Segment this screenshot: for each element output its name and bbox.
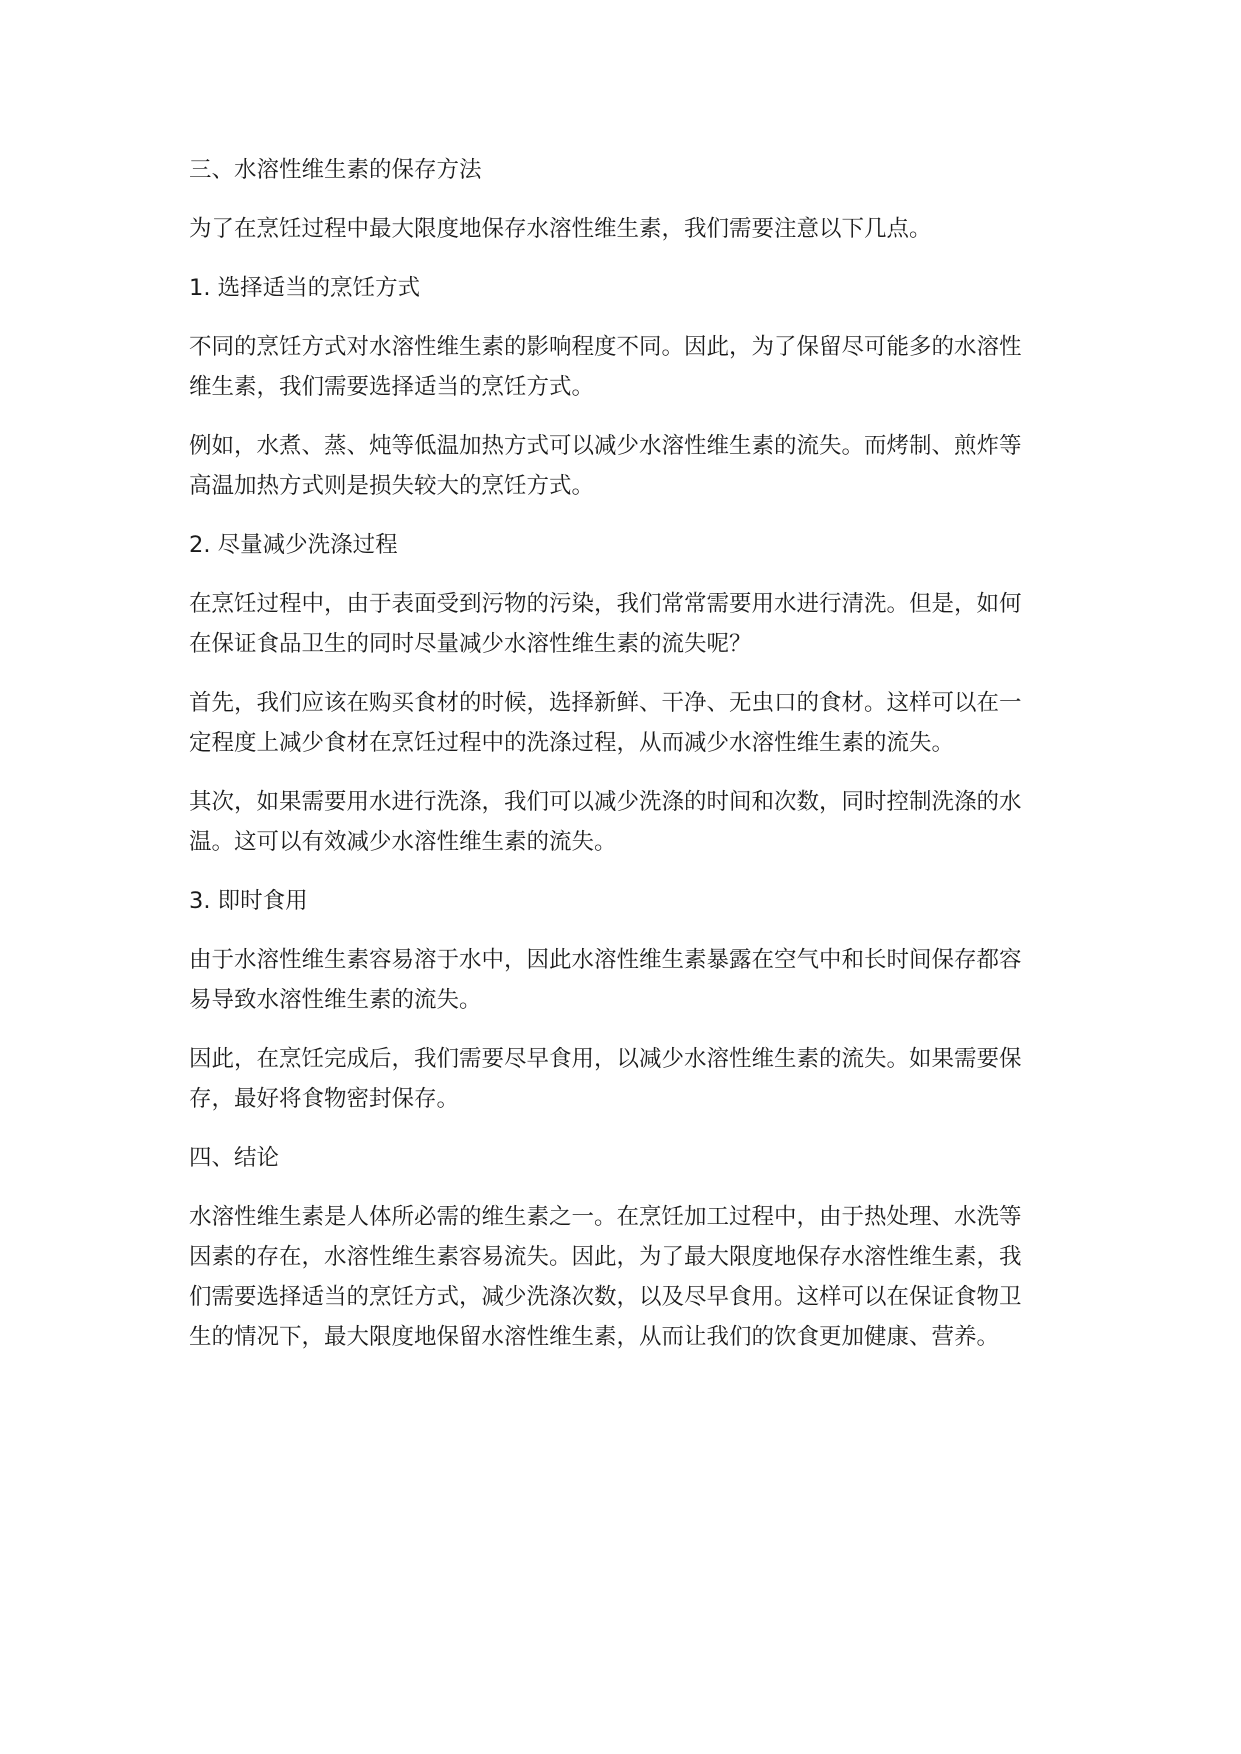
- paragraph-line: 存，最好将食物密封保存。: [189, 1086, 460, 1112]
- paragraph-line: 易导致水溶性维生素的流失。: [189, 987, 482, 1013]
- item-3-title: 3. 即时食用: [189, 888, 308, 914]
- paragraph-line: 高温加热方式则是损失较大的烹饪方式。: [189, 473, 595, 499]
- item-1-paragraph-1: [189, 327, 1044, 407]
- item-1-title: 1. 选择适当的烹饪方式: [189, 275, 421, 301]
- paragraph-line: 例如，水煮、蒸、炖等低温加热方式可以减少水溶性维生素的流失。而烤制、煎炸等: [189, 433, 1022, 459]
- paragraph-line: 首先，我们应该在购买食材的时候，选择新鲜、干净、无虫口的食材。这样可以在一: [189, 690, 1022, 716]
- paragraph-line: 在保证食品卫生的同时尽量减少水溶性维生素的流失呢？: [189, 631, 752, 657]
- item-1-paragraph-2: [189, 426, 1044, 506]
- section-3-title: 三、水溶性维生素的保存方法: [189, 157, 482, 183]
- paragraph-line: 由于水溶性维生素容易溶于水中，因此水溶性维生素暴露在空气中和长时间保存都容: [189, 947, 1022, 973]
- item-2-paragraph-2: [189, 683, 1044, 763]
- paragraph-line: 生的情况下，最大限度地保留水溶性维生素，从而让我们的饮食更加健康、营养。: [189, 1324, 1000, 1350]
- conclusion-paragraph: [189, 1197, 1044, 1357]
- paragraph-line: 因此，在烹饪完成后，我们需要尽早食用，以减少水溶性维生素的流失。如果需要保: [189, 1046, 1022, 1072]
- paragraph-line: 在烹饪过程中，由于表面受到污物的污染，我们常常需要用水进行清洗。但是，如何: [189, 591, 1022, 617]
- item-2-paragraph-1: [189, 584, 1044, 664]
- paragraph-line: 因素的存在，水溶性维生素容易流失。因此，为了最大限度地保存水溶性维生素，我: [189, 1244, 1022, 1270]
- paragraph-line: 温。这可以有效减少水溶性维生素的流失。: [189, 829, 617, 855]
- paragraph-line: 为了在烹饪过程中最大限度地保存水溶性维生素，我们需要注意以下几点。: [189, 216, 932, 242]
- item-2-title: 2. 尽量减少洗涤过程: [189, 532, 398, 558]
- paragraph-line: 不同的烹饪方式对水溶性维生素的影响程度不同。因此，为了保留尽可能多的水溶性: [189, 334, 1022, 360]
- paragraph-line: 们需要选择适当的烹饪方式，减少洗涤次数，以及尽早食用。这样可以在保证食物卫: [189, 1284, 1022, 1310]
- paragraph-line: 水溶性维生素是人体所必需的维生素之一。在烹饪加工过程中，由于热处理、水洗等: [189, 1204, 1022, 1230]
- paragraph-line: 其次，如果需要用水进行洗涤，我们可以减少洗涤的时间和次数，同时控制洗涤的水: [189, 789, 1022, 815]
- document-body: [189, 150, 1044, 1376]
- paragraph-line: 定程度上减少食材在烹饪过程中的洗涤过程，从而减少水溶性维生素的流失。: [189, 730, 955, 756]
- section-4-title: 四、结论: [189, 1145, 280, 1171]
- item-3-paragraph-1: [189, 940, 1044, 1020]
- item-2-paragraph-3: [189, 782, 1044, 862]
- item-3-paragraph-2: [189, 1039, 1044, 1119]
- intro-paragraph: [189, 209, 1044, 249]
- paragraph-line: 维生素，我们需要选择适当的烹饪方式。: [189, 374, 595, 400]
